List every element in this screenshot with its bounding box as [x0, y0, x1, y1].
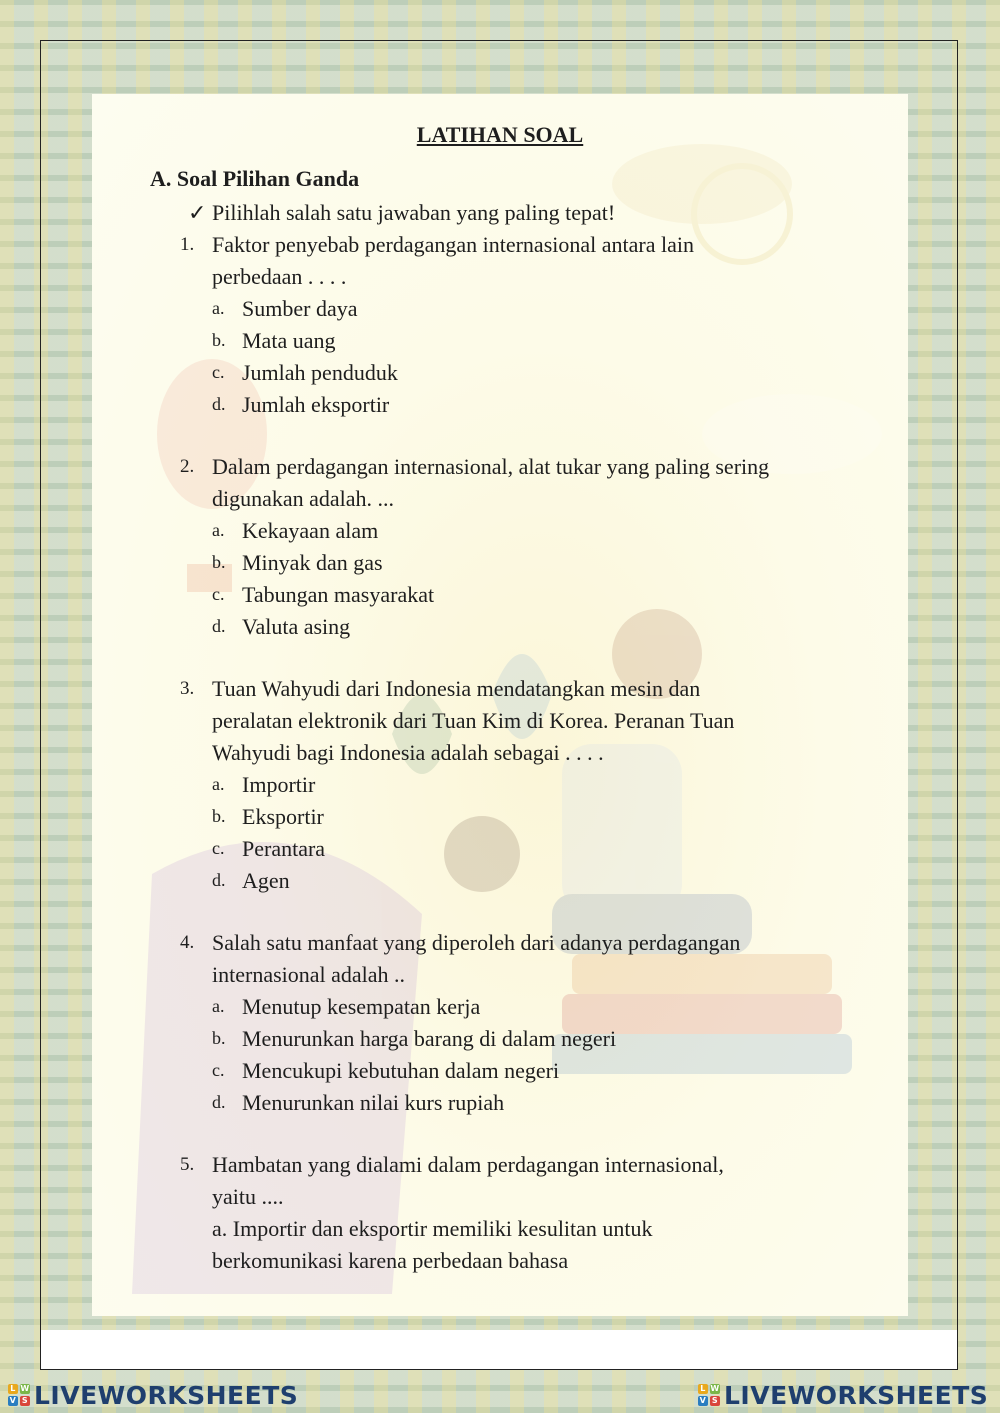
- option-letter: c.: [212, 362, 225, 382]
- option-letter: b.: [212, 1028, 226, 1048]
- question-text: peralatan elektronik dari Tuan Kim di Korea. Peranan Tuan: [212, 708, 735, 733]
- option-text: Jumlah eksportir: [242, 392, 390, 417]
- question-text: Faktor penyebab perdagangan internasional antara lain: [212, 232, 694, 257]
- option-letter: a.: [212, 298, 225, 318]
- liveworksheets-logo-icon: L W V S: [699, 1384, 720, 1405]
- bottom-band: [41, 1330, 957, 1369]
- option-text: Eksportir: [242, 804, 324, 829]
- option-text: Menurunkan nilai kurs rupiah: [242, 1090, 505, 1115]
- question-number: 5.: [180, 1154, 195, 1175]
- option-letter: c.: [212, 584, 225, 604]
- instruction: [188, 200, 615, 226]
- option-text: Menurunkan harga barang di dalam negeri: [242, 1026, 617, 1051]
- option-text: Perantara: [242, 836, 326, 861]
- option-letter: d.: [212, 1092, 226, 1112]
- question-text: Dalam perdagangan internasional, alat tukar yang paling sering: [212, 454, 770, 479]
- question-text: internasional adalah ..: [212, 962, 406, 987]
- option-letter: a.: [212, 774, 225, 794]
- option-text: Sumber daya: [242, 296, 358, 321]
- question-text: Tuan Wahyudi dari Indonesia mendatangkan mesin dan: [212, 676, 701, 701]
- option-text: Minyak dan gas: [242, 550, 383, 575]
- option-letter: c.: [212, 838, 225, 858]
- option-text: Valuta asing: [242, 614, 351, 639]
- option-text: Menutup kesempatan kerja: [242, 994, 481, 1019]
- brand-logo-left: [8, 1381, 298, 1409]
- brand-text: LIVEWORKSHEETS: [34, 1380, 299, 1410]
- option-letter: a.: [212, 996, 225, 1016]
- option-letter: c.: [212, 1060, 225, 1080]
- option-letter: b.: [212, 330, 226, 350]
- question-text: Wahyudi bagi Indonesia adalah sebagai . . . .: [212, 740, 604, 765]
- option-letter: d.: [212, 870, 226, 890]
- question-text: perbedaan . . . .: [212, 264, 347, 289]
- section-title: A. Soal Pilihan Ganda: [150, 166, 360, 191]
- option-letter: d.: [212, 394, 226, 414]
- option-letter: a.: [212, 520, 225, 540]
- option-letter: d.: [212, 616, 226, 636]
- page-title: LATIHAN SOAL: [416, 122, 584, 147]
- option-letter: b.: [212, 806, 226, 826]
- question-number: 3.: [180, 678, 195, 699]
- brand-logo-right: [698, 1381, 988, 1409]
- question-number: 2.: [180, 456, 195, 477]
- option-text: Mata uang: [242, 328, 336, 353]
- question-text: yaitu ....: [212, 1184, 284, 1209]
- question-number: 4.: [180, 932, 195, 953]
- option-text: Kekayaan alam: [242, 518, 379, 543]
- question-text: Hambatan yang dialami dalam perdagangan internasional,: [212, 1152, 724, 1177]
- instruction-text: Pilihlah salah satu jawaban yang paling tepat!: [212, 200, 616, 225]
- question-text: digunakan adalah. ...: [212, 486, 395, 511]
- question-number: 1.: [180, 234, 195, 255]
- liveworksheets-logo-icon: L W V S: [9, 1384, 30, 1405]
- check-icon: ✓: [188, 200, 207, 225]
- option-text: Importir: [242, 772, 316, 797]
- option-text: Agen: [242, 868, 290, 893]
- option-text: Tabungan masyarakat: [242, 582, 435, 607]
- worksheet-paper: [92, 94, 908, 1316]
- option-text: Jumlah penduduk: [242, 360, 398, 385]
- question-text: berkomunikasi karena perbedaan bahasa: [212, 1248, 569, 1273]
- question-text: Salah satu manfaat yang diperoleh dari adanya perdagangan: [212, 930, 741, 955]
- option-text: Mencukupi kebutuhan dalam negeri: [242, 1058, 560, 1083]
- question-text: a. Importir dan eksportir memiliki kesulitan untuk: [212, 1216, 653, 1241]
- brand-text: LIVEWORKSHEETS: [724, 1380, 989, 1410]
- option-letter: b.: [212, 552, 226, 572]
